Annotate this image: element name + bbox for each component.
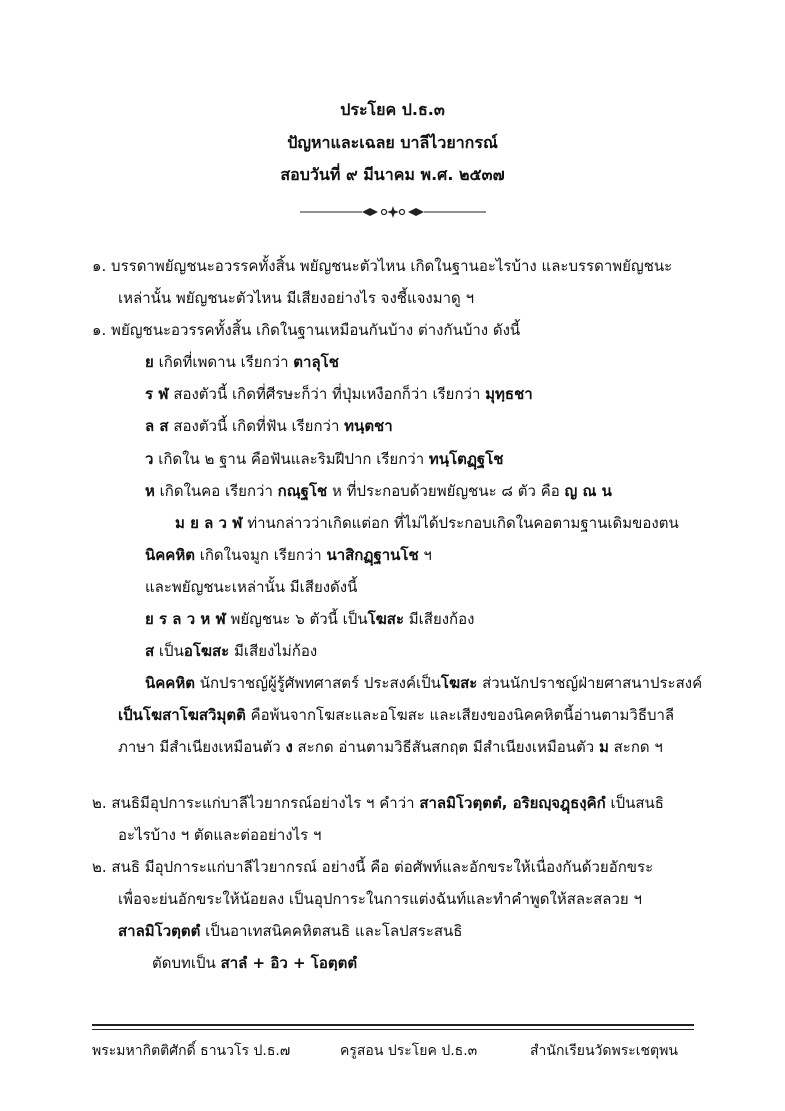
question-2-line-1: ๒. สนธิมีอุปการะแก่บาลีไวยากรณ์อย่างไร ฯ คำว่า สาลมิโวตฺตตํ, อริยญฺจฎฺธงฺคิกํ เป็นสนธิ: [92, 794, 664, 812]
footer-rule-thin: [92, 1029, 694, 1030]
answer-1-row-vimutti: เป็นโฆสาโฆสวิมุตติ คือพ้นจากโฆสะและอโฆสะ และเสียงของนิคคหิตนี้อ่านตามวิธีบาลี: [118, 706, 675, 724]
footer-rule-thick: [92, 1024, 694, 1026]
answer-1-row-ha: ห เกิดในคอ เรียกว่า กณฺฐโช ห ที่ประกอบด้วยพยัญชนะ ๘ ตัว คือ ญ ณ น: [145, 482, 612, 500]
question-1-line-2: เหล่านั้น พยัญชนะตัวไหน มีเสียงอย่างไร จงชี้แจงมาดู ฯ: [118, 289, 474, 307]
footer-teacher: ครูสอน ประโยค ป.ธ.๓: [340, 1043, 478, 1059]
ornament-divider-icon: [300, 204, 486, 220]
answer-1-intro: ๑. พยัญชนะอวรรคทั้งสิ้น เกิดในฐานเหมือนกันบ้าง ต่างกันบ้าง ดังนี้: [92, 321, 521, 339]
answer-1-row-ya: ย เกิดที่เพดาน เรียกว่า ตาลุโช: [145, 353, 339, 371]
answer-2-line-2: เพื่อจะย่นอักขระให้น้อยลง เป็นอุปการะในการแต่งฉันท์และทำคำพูดให้สละสลวย ฯ: [118, 890, 642, 908]
title-line-3: สอบวันที่ ๙ มีนาคม พ.ศ. ๒๕๓๗: [280, 165, 505, 184]
answer-1-row-pronunciation: ภาษา มีสำเนียงเหมือนตัว ง สะกด อ่านตามวิธีสันสกฤต มีสำเนียงเหมือนตัว ม สะกด ฯ: [118, 738, 663, 756]
title-line-1: ประโยค ป.ธ.๓: [340, 100, 445, 119]
answer-1-row-niggahita-sound: นิคคหิต นักปราชญ์ผู้รู้ศัพทศาสตร์ ประสงค์เป็นโฆสะ ส่วนนักปราชญ์ฝ่ายศาสนาประสงค์: [145, 674, 703, 692]
question-2-line-2: อะไรบ้าง ฯ ตัดและต่ออย่างไร ฯ: [118, 826, 322, 844]
answer-1-row-wa: ว เกิดใน ๒ ฐาน คือฟันและริมฝีปาก เรียกว่า ทนฺโตฏฺฐโช: [145, 450, 504, 468]
answer-1-row-niggahita: นิคคหิต เกิดในจมูก เรียกว่า นาสิกฏฺฐานโช ฯ: [145, 546, 432, 564]
answer-1-row-ghosa: ย ร ล ว ห ฬ พยัญชนะ ๖ ตัวนี้ เป็นโฆสะ มีเสียงก้อง: [145, 610, 475, 628]
answer-2-line-1: ๒. สนธิ มีอุปการะแก่บาลีไวยากรณ์ อย่างนี้ คือ ต่อศัพท์และอักขระให้เนื่องกันด้วยอักขระ: [92, 858, 654, 876]
answer-2-line-4: ตัดบทเป็น สาลํ + อิว + โอตฺตตํ: [152, 954, 358, 972]
answer-1-row-ha-cont: ม ย ล ว ฬ ท่านกล่าวว่าเกิดแต่อก ที่ไม่ได้ประกอบเกิดในคอตามฐานเดิมของตน: [175, 514, 679, 532]
answer-1-row-sound-intro: และพยัญชนะเหล่านั้น มีเสียงดังนี้: [145, 578, 358, 596]
footer-school: สำนักเรียนวัดพระเชตุพน: [530, 1043, 678, 1059]
question-1-line-1: ๑. บรรดาพยัญชนะอวรรคทั้งสิ้น พยัญชนะตัวไหน เกิดในฐานอะไรบ้าง และบรรดาพยัญชนะ: [92, 257, 673, 275]
title-line-2: ปัญหาและเฉลย บาลีไวยากรณ์: [287, 133, 498, 152]
answer-2-line-3: สาลมิโวตฺตตํ เป็นอาเทสนิคคหิตสนธิ และโลปสระสนธิ: [118, 922, 463, 940]
footer-author: พระมหากิตติศักดิ์ ธานวโร ป.ธ.๗: [92, 1043, 291, 1059]
answer-1-row-ra-lla: ร ฬ สองตัวนี้ เกิดที่ศีรษะก็ว่า ที่ปุ่มเหงือกก็ว่า เรียกว่า มุทฺธชา: [145, 385, 533, 403]
answer-1-row-la-sa: ล ส สองตัวนี้ เกิดที่ฟัน เรียกว่า ทนฺตชา: [145, 417, 393, 435]
answer-1-row-aghosa: ส เป็นอโฆสะ มีเสียงไม่ก้อง: [145, 642, 318, 660]
